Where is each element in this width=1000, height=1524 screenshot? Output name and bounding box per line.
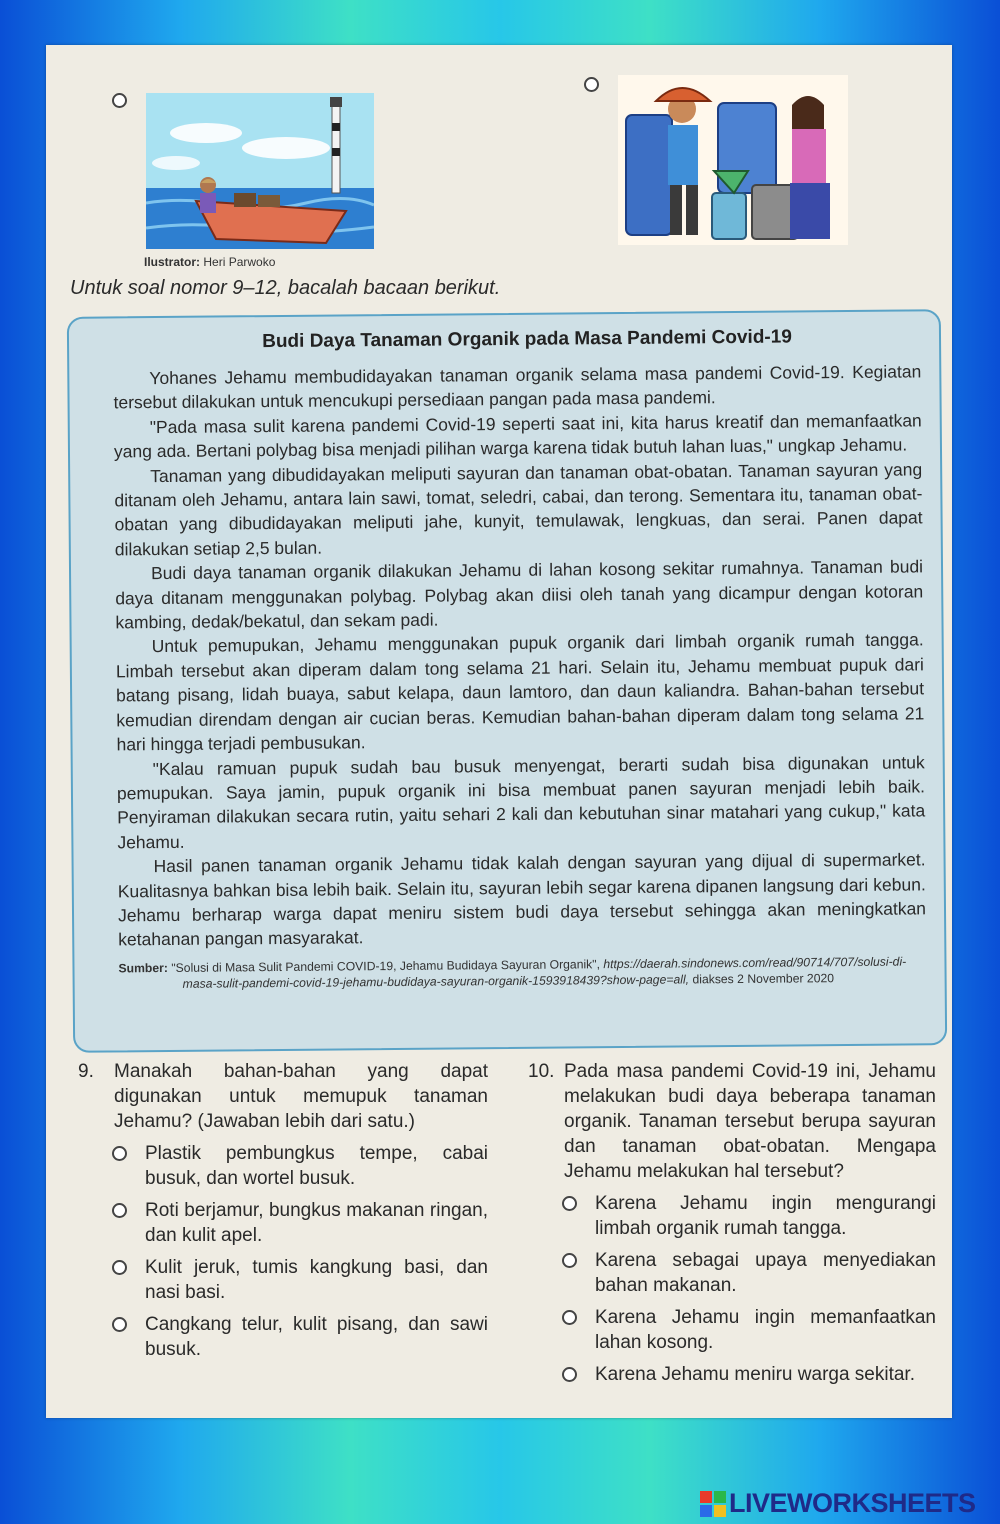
answer-radio[interactable]: [112, 1317, 127, 1332]
source-title: "Solusi di Masa Sulit Pandemi COVID-19, Jehamu Budidaya Sayuran Organik",: [171, 956, 601, 975]
answer-radio[interactable]: [112, 1203, 127, 1218]
boat-illustration: [146, 93, 374, 249]
answer-option-text: Karena Jehamu ingin memanfaatkan lahan kosong.: [595, 1307, 936, 1353]
answer-option[interactable]: [528, 1305, 936, 1355]
illustrator-name: Heri Parwoko: [203, 255, 276, 269]
answer-radio[interactable]: [562, 1253, 577, 1268]
source-label: Sumber:: [118, 960, 168, 976]
liveworksheets-icon: [700, 1491, 726, 1517]
image-option-radio-boat[interactable]: [112, 93, 127, 108]
question-number: 9.: [78, 1061, 94, 1082]
reading-paragraph-5: Untuk pemupukan, Jehamu menggunakan pupuk organik dari limbah organik rumah tangga. Limbah tersebut akan diperam dalam tong selama 21 hari. Selain itu, Jehamu membuat pupuk dari batang pisang, lidah buaya, sabut kelapa, daun lamtoro, dan daun kaliandra. Bahan-bahan tersebut kemudian direndam dengan air cucian beras. Kemudian bahan-bahan diperam dalam tong selama 21 hari hingga terjadi pembusukan.: [115, 629, 925, 755]
reading-instruction: Untuk soal nomor 9–12, bacalah bacaan berikut.: [70, 277, 501, 299]
question-9: [78, 1059, 488, 1362]
illustrator-label: Ilustrator:: [144, 255, 201, 269]
answer-option-text: Plastik pembungkus tempe, cabai busuk, dan wortel busuk.: [145, 1143, 488, 1189]
answer-option-text: Kulit jeruk, tumis kangkung basi, dan nasi basi.: [145, 1257, 488, 1303]
organic-fertilizer-illustration: [618, 75, 848, 245]
question-10: [528, 1059, 936, 1387]
source-date: diakses 2 November 2020: [692, 970, 835, 987]
answer-radio[interactable]: [112, 1260, 127, 1275]
reading-paragraph-7: Hasil panen tanaman organik Jehamu tidak kalah dengan sayuran yang dijual di supermarket. Kualitasnya bahkan bisa lebih baik. Selain itu, sayuran lebih segar karena dipanen langsung dari kebun. Jehamu berharap warga dapat meniru sistem budi daya tersebut sehingga akan meningkatkan ketahanan pangan masyarakat.: [117, 849, 927, 950]
answer-option[interactable]: [528, 1362, 936, 1387]
answer-radio[interactable]: [112, 1146, 127, 1161]
source-url: https://daerah.sindonews.com/read/90714/707/solusi-di-masa-sulit-pandemi-covid-19-jehamu-budidaya-sayuran-organik-1593918439?show-page=all,: [182, 954, 907, 991]
reading-paragraph-6: "Kalau ramuan pupuk sudah bau busuk menyengat, berarti sudah bisa digunakan untuk pemupukan. Saya jamin, pupuk organik ini bisa membuat panen sayuran menjadi lebih baik. Penyiraman dilakukan secara rutin, yaitu sehari 2 kali dan kebutuhan sinar matahari yang cukup," kata Jehamu.: [116, 751, 926, 853]
answer-option-text: Karena Jehamu ingin mengurangi limbah organik rumah tangga.: [595, 1193, 936, 1239]
answer-option[interactable]: [78, 1312, 488, 1362]
answer-radio[interactable]: [562, 1367, 577, 1382]
reading-paragraph-2: "Pada masa sulit karena pandemi Covid-19 seperti saat ini, kita harus kreatif dan memanfaatkan yang ada. Bertani polybag bisa menjadi pilihan warga karena tidak butuh lahan luas," ungkap Jehamu.: [113, 410, 922, 462]
answer-option[interactable]: [78, 1198, 488, 1248]
illustrator-credit: [144, 255, 275, 269]
reading-paragraph-3: Tanaman yang dibudidayakan meliputi sayuran dan tanaman obat-obatan. Tanaman sayuran yang ditanam oleh Jehamu, antara lain sawi, tomat, seledri, cabai, dan terong. Sementara itu, tanaman obat-obatan yang dibudidayakan meliputi jahe, kunyit, temulawak, lengkuas, dan serai. Panen dapat dilakukan setiap 2,5 bulan.: [114, 458, 923, 560]
question-text: Pada masa pandemi Covid-19 ini, Jehamu melakukan budi daya beberapa tanaman organik. Tanaman tersebut berupa sayuran dan tanaman obat-obatan. Mengapa Jehamu melakukan hal tersebut?: [564, 1061, 936, 1182]
answer-option[interactable]: [78, 1255, 488, 1305]
answer-radio[interactable]: [562, 1196, 577, 1211]
answer-radio[interactable]: [562, 1310, 577, 1325]
question-text: Manakah bahan-bahan yang dapat digunakan untuk memupuk tanaman Jehamu? (Jawaban lebih dari satu.): [114, 1061, 488, 1132]
answer-option[interactable]: [528, 1191, 936, 1241]
answer-option-text: Roti berjamur, bungkus makanan ringan, dan kulit apel.: [145, 1200, 488, 1246]
reading-passage-box: [67, 309, 947, 1053]
question-number: 10.: [528, 1061, 555, 1082]
liveworksheets-logo-text: LIVEWORKSHEETS: [729, 1488, 976, 1518]
reading-source: [118, 953, 926, 992]
answer-option[interactable]: [78, 1141, 488, 1191]
reading-title: Budi Daya Tanaman Organik pada Masa Pandemi Covid-19: [262, 326, 792, 353]
answer-option-text: Karena Jehamu meniru warga sekitar.: [595, 1364, 915, 1385]
liveworksheets-logo: [700, 1488, 976, 1519]
reading-paragraph-1: Yohanes Jehamu membudidayakan tanaman organik selama masa pandemi Covid-19. Kegiatan tersebut dilakukan untuk mencukupi persediaan pangan pada masa pandemi.: [113, 361, 922, 413]
reading-paragraph-4: Budi daya tanaman organik dilakukan Jehamu di lahan kosong sekitar rumahnya. Tanaman budi daya ditanam menggunakan polybag. Polybag akan diisi oleh tanah yang dicampur dengan kotoran kambing, dedak/bekatul, dan sekam padi.: [115, 556, 924, 633]
answer-option[interactable]: [528, 1248, 936, 1298]
answer-option-text: Karena sebagai upaya menyediakan bahan makanan.: [595, 1250, 936, 1296]
worksheet-page: [46, 45, 952, 1418]
answer-option-text: Cangkang telur, kulit pisang, dan sawi busuk.: [145, 1314, 488, 1360]
image-option-radio-market[interactable]: [584, 77, 599, 92]
